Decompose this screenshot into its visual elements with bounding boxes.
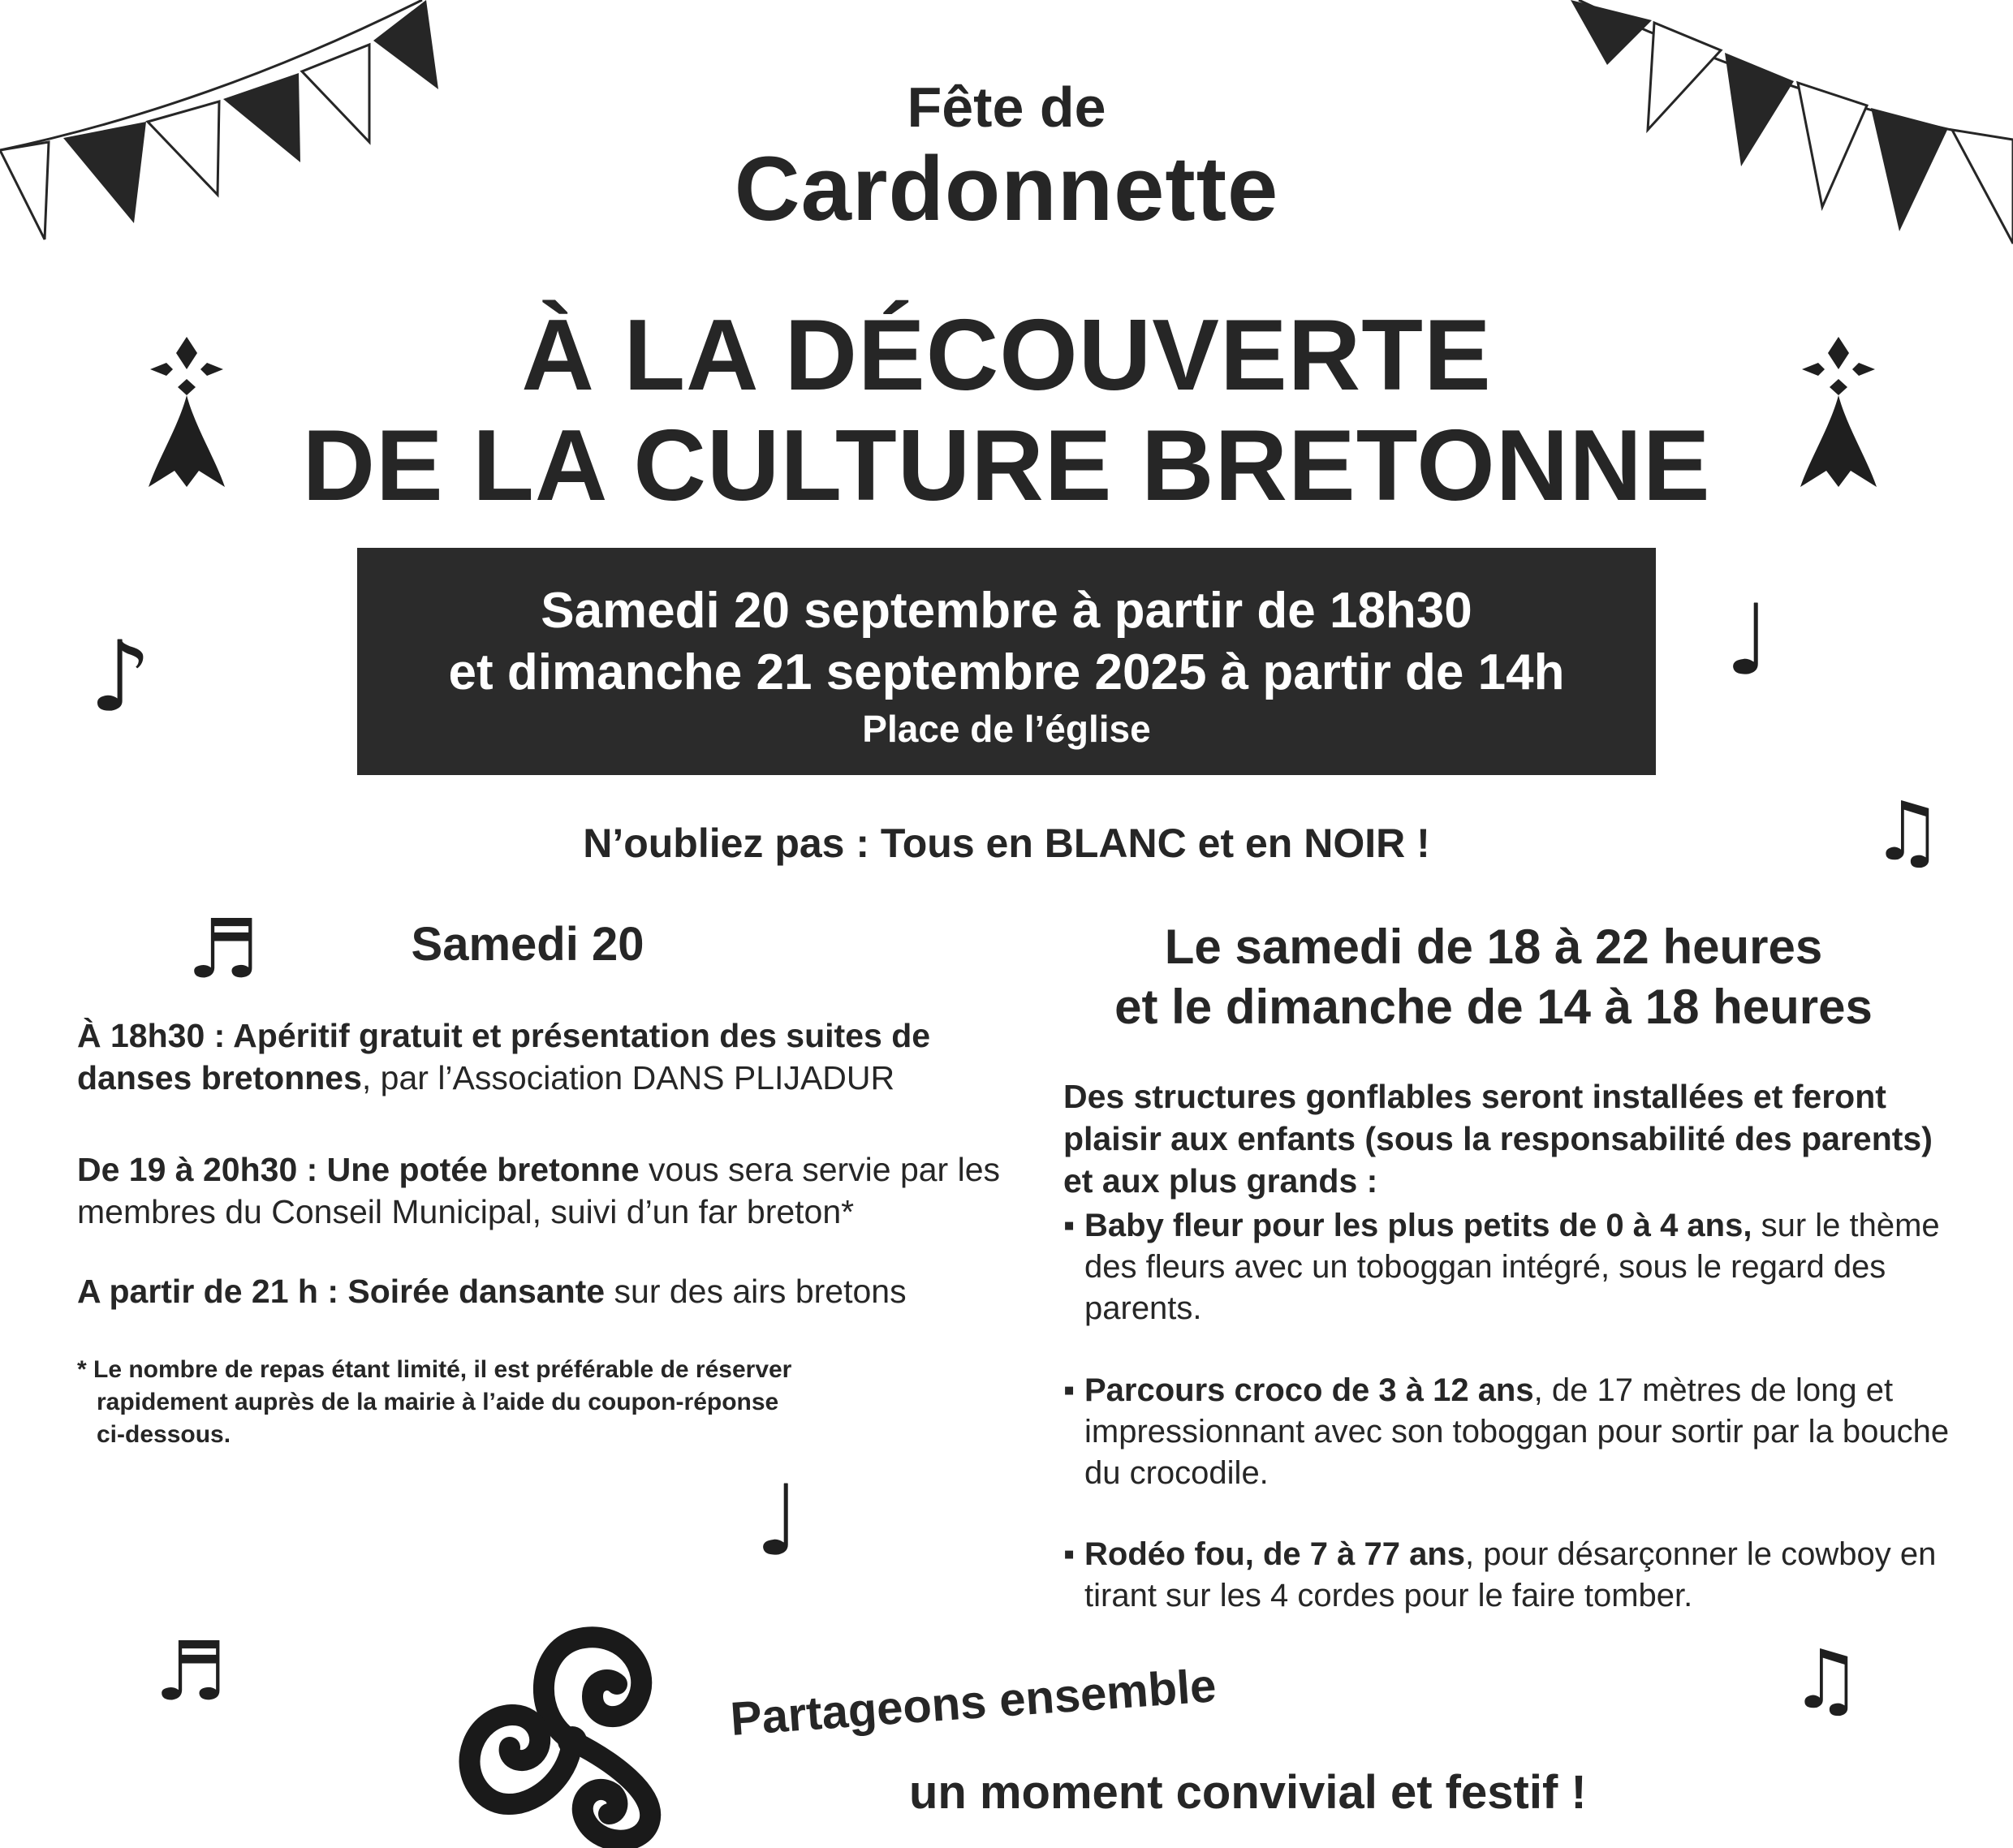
program-item-detail: sur des airs bretons [605,1273,907,1310]
program-item-highlight: De 19 à 20h30 : Une potée bretonne [77,1151,640,1188]
dress-code-reminder: N’oubliez pas : Tous en BLANC et en NOIR ! [583,821,1430,866]
inflatable-item [1063,1205,1964,1329]
music-note-icon: ♩ [1725,584,1771,697]
meal-footnote [77,1354,929,1451]
footnote-line: ci-dessous. [97,1421,231,1448]
bullet-icon: ▪ [1063,1536,1075,1572]
inflatable-detail: , de 17 mètres de long et impressionnant avec son toboggan pour sortir par la bouche du crocodile. [1084,1372,1950,1491]
program-item-highlight: À 18h30 : Apéritif gratuit et présentation des suites de danses bretonnes [77,1017,931,1096]
inflatables-intro: Des structures gonflables seront installées et feront plaisir aux enfants (sous la responsabilité des parents) et aux plus grands : [1063,1078,1933,1200]
music-note-icon: ♬ [187,902,260,997]
inflatable-name: Baby fleur pour les plus petits de 0 à 4 ans, [1084,1208,1752,1243]
program-item-highlight: A partir de 21 h : Soirée dansante [77,1273,606,1310]
music-note-icon: ♪ [89,621,152,734]
music-note-icon: ♫ [1871,784,1944,879]
inflatable-item [1063,1370,1964,1494]
ermine-right-icon [1794,337,1883,487]
headline [211,300,1802,521]
triskelion-icon [455,1619,690,1848]
footnote-line: * Le nombre de repas étant limité, il est préférable de réserver [77,1356,792,1383]
slogan-line2: un moment convivial et festif ! [909,1766,1587,1819]
headline-line1: À LA DÉCOUVERTE [521,299,1492,411]
inflatable-detail: sur le thème des fleurs avec un toboggan intégré, sous le regard des parents. [1084,1208,1940,1326]
bullet-icon: ▪ [1063,1208,1075,1243]
program-item [77,1148,1011,1233]
date-line1: Samedi 20 septembre à partir de 18h30 [541,583,1472,639]
program-item-detail: , par l’Association DANS PLIJADUR [361,1059,895,1096]
schedule-line2: et le dimanche de 14 à 18 heures [1114,980,1873,1034]
inflatables-schedule-title [1047,917,1940,1037]
slogan-line1: Partageons ensemble [728,1659,1218,1746]
date-line2: et dimanche 21 septembre 2025 à partir de 14h [448,644,1565,700]
headline-line2: DE LA CULTURE BRETONNE [302,410,1711,522]
bullet-icon: ▪ [1063,1372,1075,1408]
program-item [77,1014,1011,1099]
music-note-icon: ♫ [1790,1632,1863,1727]
inflatable-item [1063,1534,1964,1617]
fete-name-title: Cardonnette [734,138,1279,239]
inflatable-name: Parcours croco de 3 à 12 ans [1084,1372,1534,1408]
schedule-line1: Le samedi de 18 à 22 heures [1164,920,1823,974]
inflatable-name: Rodéo fou, de 7 à 77 ans [1084,1536,1466,1572]
footnote-line: rapidement auprès de la mairie à l’aide du coupon-réponse [97,1389,779,1415]
event-place: Place de l’église [862,708,1151,750]
fete-de-label: Fête de [907,75,1106,139]
music-note-icon: ♬ [154,1624,227,1719]
music-note-icon: ♩ [755,1465,801,1578]
saturday-title: Samedi 20 [411,918,644,971]
date-banner [357,548,1656,775]
program-item [77,1270,1011,1312]
program-item-detail: vous sera servie par les membres du Conseil Municipal, suivi d’un far breton* [77,1151,1001,1230]
inflatable-detail: , pour désarçonner le cowboy en tirant sur les 4 cordes pour le faire tomber. [1084,1536,1937,1613]
